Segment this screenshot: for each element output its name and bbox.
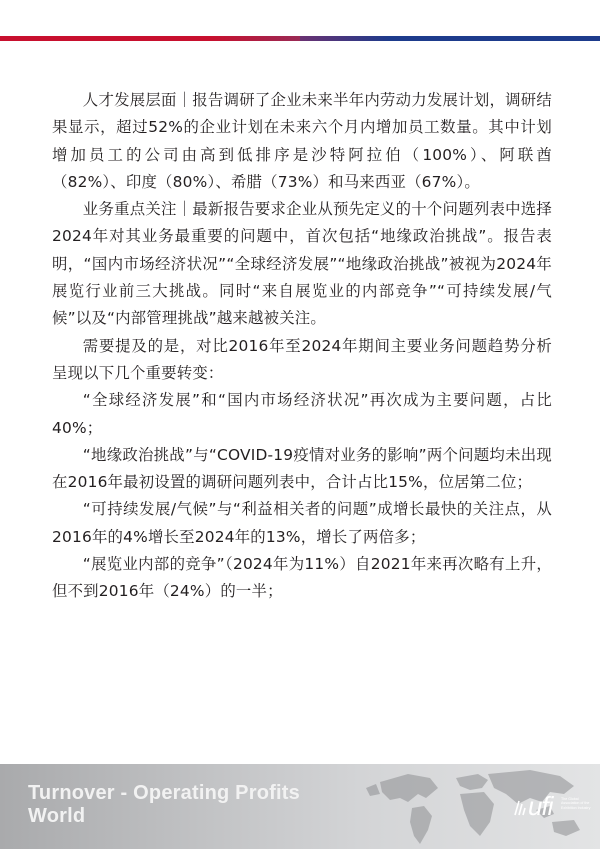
header-bar-red xyxy=(0,36,300,41)
ufi-logo xyxy=(513,785,593,835)
paragraph-trend-geopolitics: “地缘政治挑战”与“COVID-19疫情对业务的影响”两个问题均未出现在2016年最初设置的调研问题列表中，合计占比15%，位居第二位； xyxy=(52,445,552,492)
paragraph-trend-sustainability: “可持续发展/气候”与“利益相关者的问题”成增长最快的关注点，从2016年的4%增长至2024年的13%，增长了两倍多； xyxy=(52,500,552,546)
footer-banner xyxy=(0,764,600,849)
ufi-wordmark xyxy=(513,791,552,822)
paragraph-trend-economy: “全球经济发展”和“国内市场经济状况”再次成为主要问题，占比40%； xyxy=(52,391,552,437)
footer-title-line-1: Turnover - Operating Profits xyxy=(28,782,300,804)
ufi-bars-icon xyxy=(513,797,527,817)
header-color-bar xyxy=(0,36,600,41)
footer-title xyxy=(28,782,300,828)
ufi-tagline-line-2: Association of the xyxy=(561,801,590,806)
paragraph-trend-intro: 需要提及的是，对比2016年至2024年期间主要业务问题趋势分析呈现以下几个重要转变： xyxy=(52,336,552,382)
ufi-tagline-line-1: The Global xyxy=(561,797,579,801)
footer-title-line-2: World xyxy=(28,805,86,827)
paragraph-talent-development: 人才发展层面｜报告调研了企业未来半年内劳动力发展计划，调研结果显示，超过52%的企业计划在未来六个月内增加员工数量。其中计划增加员工的公司由高到低排序是沙特阿拉伯（100%）、阿联酋（82%）、印度（80%）、希腊（73%）和马来西亚（67%）。 xyxy=(52,91,552,191)
header-bar-blue xyxy=(300,36,600,41)
ufi-tagline xyxy=(561,797,595,810)
paragraph-business-focus: 业务重点关注｜最新报告要求企业从预先定义的十个问题列表中选择2024年对其业务最重要的问题中，首次包括“地缘政治挑战”。报告表明，“国内市场经济状况”“全球经济发展”“地缘政治挑战”被视为2024年展览行业前三大挑战。同时“来自展览业的内部竞争”“可持续发展/气候”以及“内部管理挑战”越来越被关注。 xyxy=(52,200,552,328)
ufi-wordmark-text: ufi xyxy=(528,791,553,821)
body-text xyxy=(52,87,552,606)
ufi-tagline-line-3: Exhibition Industry xyxy=(561,805,591,810)
paragraph-trend-competition: “展览业内部的竞争”（2024年为11%）自2021年来再次略有上升，但不到2016年（24%）的一半； xyxy=(52,555,552,601)
